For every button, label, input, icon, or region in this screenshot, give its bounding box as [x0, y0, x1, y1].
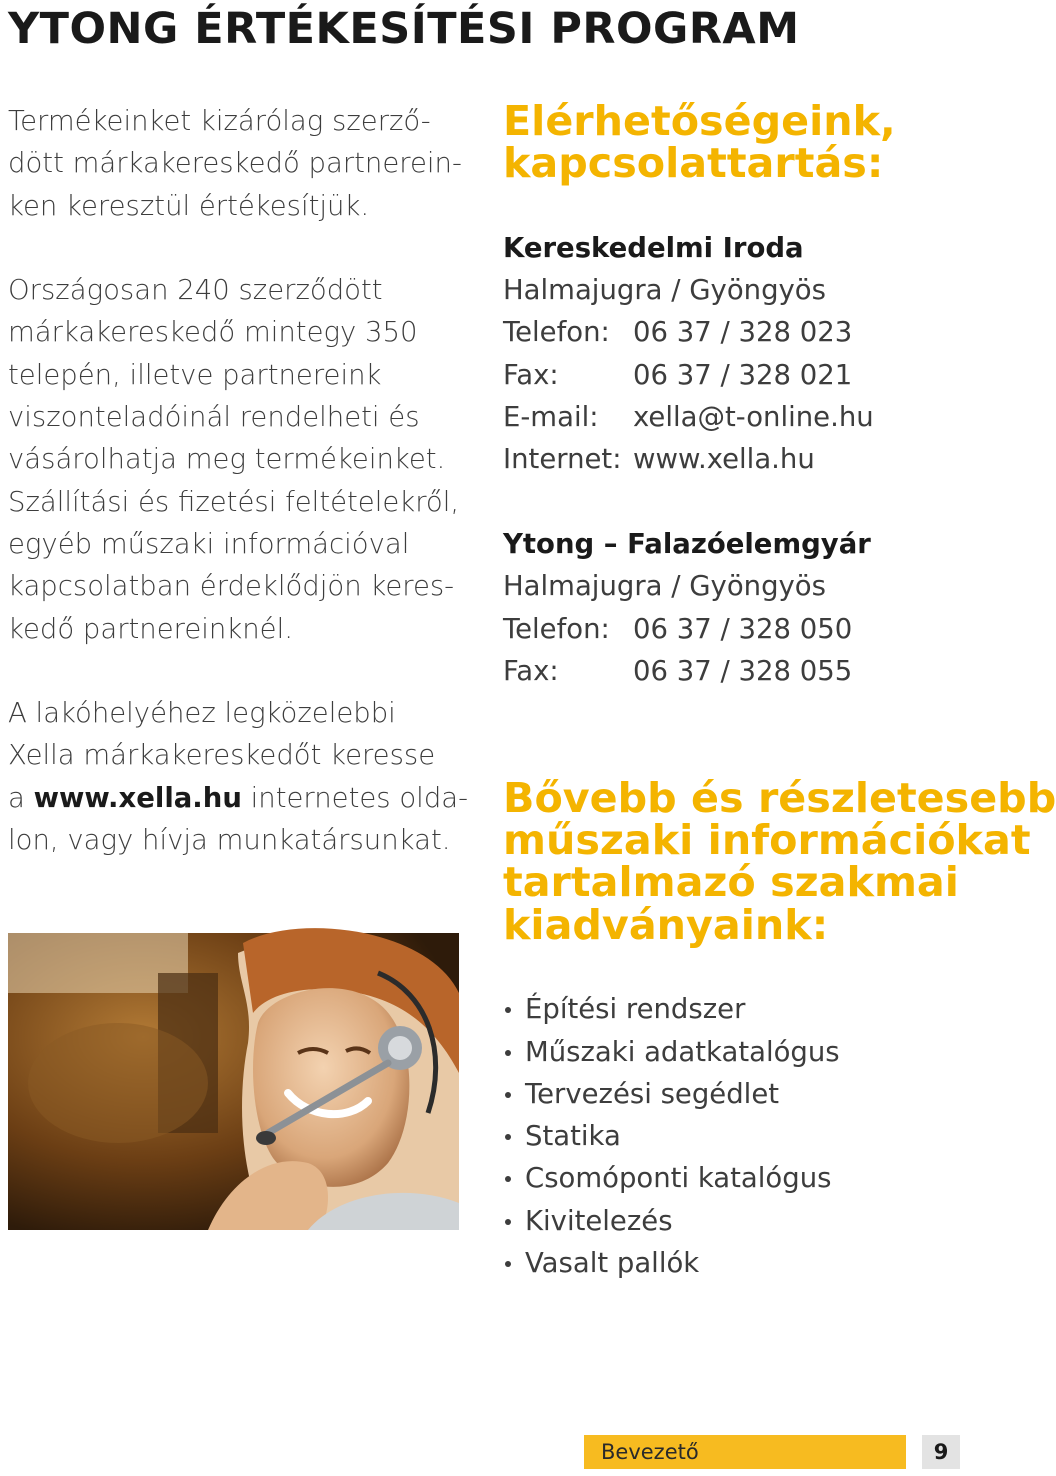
list-item: Építési rendszer [503, 988, 953, 1030]
sales-office-block [503, 227, 953, 481]
intro-paragraph-1 [8, 100, 470, 227]
text-line: Országosan 240 szerződött [8, 274, 383, 307]
office-location: Halmajugra / Gyöngyös [503, 274, 826, 307]
heading-line: Elérhetőségeink, [503, 97, 896, 145]
text-line: telepén, illetve partnereink [8, 358, 382, 391]
heading-line: kapcsolattartás: [503, 139, 884, 188]
publications-heading [503, 773, 1056, 949]
contact-label: Telefon: [503, 612, 610, 645]
list-item: Statika [503, 1115, 953, 1157]
text-fragment: a [8, 781, 34, 814]
text-line [8, 777, 470, 819]
contact-value: 06 37 / 328 021 [633, 358, 853, 391]
heading-line: Bővebb és részletesebb [503, 773, 1056, 822]
list-item: Csomóponti katalógus [503, 1157, 953, 1199]
contact-row-internet [503, 438, 953, 480]
text-line: A lakóhelyéhez legközelebbi [8, 697, 396, 730]
contact-row-email [503, 396, 953, 438]
contact-label: E-mail: [503, 401, 599, 434]
text-line: Xella márkakereskedőt keresse [8, 739, 436, 772]
intro-paragraph-3 [8, 692, 470, 861]
contact-row-fax [503, 650, 953, 692]
contact-label: Internet: [503, 443, 622, 476]
text-line: dött márkakereskedő partnerein- [8, 147, 462, 180]
website-link[interactable]: www.xella.hu [633, 443, 815, 476]
intro-paragraph-2 [8, 269, 470, 650]
factory-block [503, 523, 953, 692]
contact-row-fax [503, 354, 953, 396]
factory-name: Ytong – Falazóelemgyár [503, 527, 871, 560]
contact-row-phone [503, 311, 953, 353]
contact-label: Fax: [503, 654, 559, 687]
text-line: márkakereskedő mintegy 350 [8, 316, 418, 349]
xella-website-link[interactable]: www.xella.hu [33, 781, 242, 814]
heading-line: műszaki információkat [503, 816, 1031, 865]
contact-value: 06 37 / 328 050 [633, 612, 853, 645]
page-number: 9 [922, 1435, 960, 1469]
text-line: egyéb műszaki információval [8, 527, 410, 560]
operator-with-headset-image [8, 933, 459, 1230]
publications-list [503, 988, 953, 1284]
intro-column [8, 100, 470, 904]
factory-location: Halmajugra / Gyöngyös [503, 570, 826, 603]
contact-value: 06 37 / 328 055 [633, 654, 853, 687]
text-fragment: internetes olda- [241, 781, 469, 814]
text-line: Szállítási és fizetési feltételekről, [8, 485, 460, 518]
contact-label: Fax: [503, 358, 559, 391]
office-name: Kereskedelmi Iroda [503, 231, 804, 264]
contact-row-phone [503, 608, 953, 650]
contact-column [503, 97, 1056, 1284]
text-line: lon, vagy hívja munkatársunkat. [8, 824, 451, 857]
text-line: kapcsolatban érdeklődjön keres- [8, 570, 455, 603]
text-line: Termékeinket kizárólag szerző- [8, 105, 431, 137]
text-line: kedő partnereinknél. [8, 612, 293, 645]
call-center-photo [8, 933, 459, 1230]
list-item: Kivitelezés [503, 1200, 953, 1242]
contacts-heading [503, 97, 953, 188]
email-link[interactable]: xella@t-online.hu [633, 401, 874, 434]
text-line: ken keresztül értékesítjük. [8, 189, 370, 222]
list-item: Vasalt pallók [503, 1242, 953, 1284]
page-title: YTONG ÉRTÉKESÍTÉSI PROGRAM [8, 4, 800, 54]
list-item: Tervezési segédlet [503, 1073, 953, 1115]
text-line: vásárolhatja meg termékeinket. [8, 443, 446, 476]
heading-line: kiadványaink: [503, 900, 829, 949]
contact-label: Telefon: [503, 316, 610, 349]
heading-line: tartalmazó szakmai [503, 858, 959, 907]
contact-value: 06 37 / 328 023 [633, 316, 853, 349]
text-line: viszonteladóinál rendelheti és [8, 401, 420, 434]
list-item: Műszaki adatkatalógus [503, 1031, 953, 1073]
footer-section-label: Bevezető [584, 1435, 906, 1469]
